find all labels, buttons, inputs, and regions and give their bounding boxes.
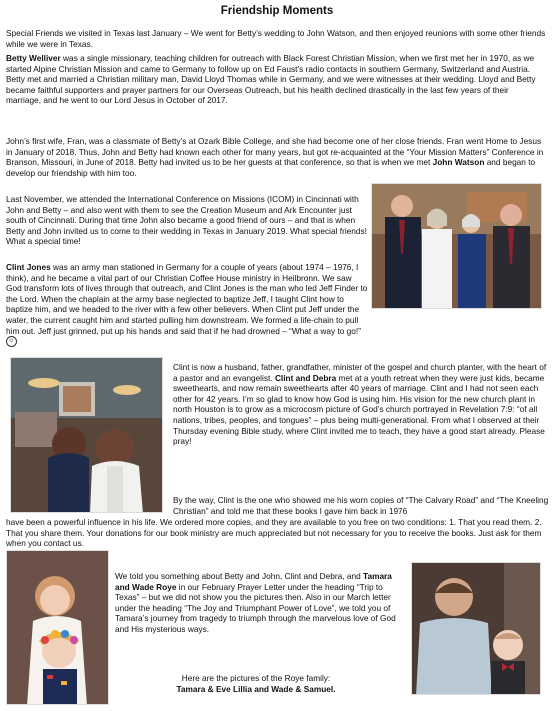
john-text-a: John’s first wife, Fran, was a classmate of Betty’s at Ozark Bible College, and she had become one of her close friends. Fran went Home to Jesus in January of 2018. Thus, John and Betty had known each other for many years, but got re-acquainted at the “Your Mission Matters” Conference in Branson, Missouri, in June of 2018. Betty had invited us to be her guests at that conference, so that is when we met: [6, 136, 544, 168]
tamara-eve-photo: [6, 550, 109, 705]
clint-text: was an army man stationed in Germany for a couple of years (about 1974 – 1976, I think), and he became a vital part of our Christian Coffee House ministry in Heilbronn. We saw God transform lots of lives through that outreach, and Clint Jones is the man who led Jeff Finder to the Lord. When the chaplain at the army base neglected to baptize Jeff, I taught Clint how to baptize him, and we headed to the river with a few other believers. When Clint put Jeff under the water, the current caught him and started pulling him downstream. We formed a life-chain to pull him out. Jeff just grinned, put up his hands and said that if he had drowned – “What a way to go!”: [6, 262, 368, 336]
clint-now-text-b: met at a youth retreat when they were just kids, became sweethearts, and now remain sweethearts after 40 years of marriage. Clint and I had not seen each other for 42 years. I’m so glad to know how God is using him. His vision for the new church plant in north Houston is to grow as a microcosm picture of God’s church portrayed in Revelation 7:9: “of all nations, tribes, peoples, and tongues” – plus being multi-generational. From what I observed at their Thursday evening Bible study, where Clint invited me to teach, they have a good start already. Please pray!: [173, 372, 545, 447]
betty-name: Betty Welliver: [6, 53, 61, 63]
page-title: Friendship Moments: [220, 5, 334, 17]
roye-caption-names: Tamara & Eve Lillia and Wade & Samuel.: [176, 683, 336, 694]
intro-paragraph: Special Friends we visited in Texas last January – We went for Betty’s wedding to John Watson, and then enjoyed reunions with some other friends while we were in Texas.: [6, 28, 546, 49]
icom-paragraph: Last November, we attended the International Conference on Missions (ICOM) in Cincinnati with John and Betty – and also went with them to see the Creation Museum and Ark Encounter just south of Cincinnati. During that time John also became a good friend of ours – and that is when Betty and John invited us to come to their wedding in Texas in January 2019. What special friends! What a special time!: [6, 194, 367, 247]
clint-now-text-a: Clint is now a husband, father, grandfather, minister of the gospel and church planter, with the heart of a pastor and an evangelist.: [173, 362, 547, 383]
roye-names: Tamara and Wade Roye: [115, 571, 392, 592]
books-paragraph-bottom: have been a powerful influence in his life. We ordered more copies, and they are available to you free on two conditions: 1. That you read them. 2. That you share them. Your donations for our book ministry are much appreciated but not necessary for you to receive the books. Just ask for them when you contact us.: [6, 517, 542, 549]
roye-text-b: in our February Prayer Letter under the heading “Trip to Texas” – but we did not show you the pictures then. Also in our March letter under the heading “The Joy and Triumphant Power of Love”, we told you of Tamara’s journey from tragedy to triumph through the marvelous love of God and His mysterious ways.: [115, 581, 396, 634]
roye-paragraph: [115, 571, 397, 635]
clint-paragraph-top: [6, 262, 368, 347]
john-text-b: and began to develop our friendship with him too.: [6, 157, 536, 178]
clint-name: Clint Jones: [6, 262, 51, 272]
roye-caption-text: Here are the pictures of the Roye family:: [181, 673, 331, 683]
smiley-icon: ☺: [6, 336, 17, 347]
wade-samuel-photo: [411, 562, 541, 695]
clint-paragraph-now: [173, 362, 549, 447]
betty-paragraph: [6, 53, 546, 106]
john-name: John Watson: [432, 157, 485, 168]
clint-debra-photo: [10, 357, 163, 513]
roye-caption: [115, 673, 397, 694]
betty-text: was a single missionary, teaching children for outreach with Black Forest Christian Mission, when we first met her in 1970, as we started Alpine Christian Mission and came to Germany to follow up on Ed Faust’s radio contacts in southern Germany, Switzerland and Austria. Betty met and married a Christian military man, David Lloyd Thomas while in Germany, and we were witnesses at their wedding. Lloyd and Betty became faithful supporters and prayer partners for our Overseas Outreach, but his health declined drastically in the last few years of their marriage, and he went to our Lord Jesus in October of 2017.: [6, 53, 536, 106]
john-paragraph: [6, 136, 546, 178]
roye-text-a: We told you something about Betty and John, Clint and Debra, and: [115, 571, 363, 581]
clint-debra-names: Clint and Debra: [274, 372, 337, 383]
wedding-photo: [371, 183, 542, 309]
books-paragraph-top: By the way, Clint is the one who showed me his worn copies of “The Calvary Road” and “The Kneeling Christian” and told me that these books I gave him back in 1976: [173, 495, 549, 516]
